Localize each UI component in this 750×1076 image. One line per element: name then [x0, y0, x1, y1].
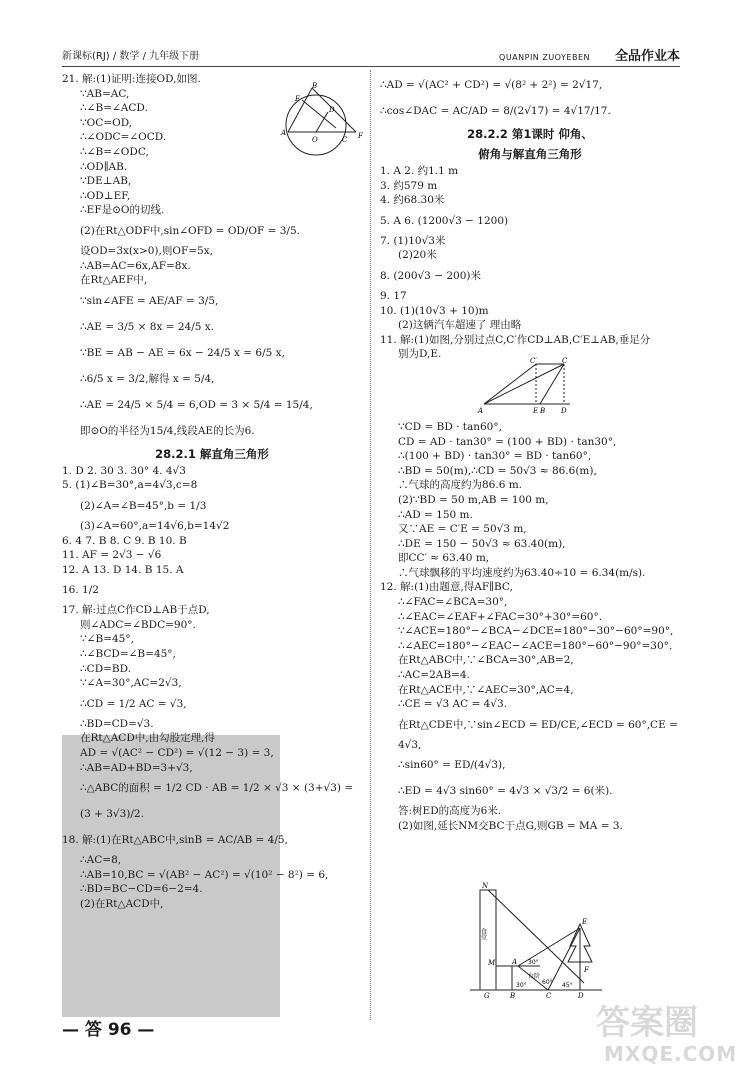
answer-line: 17. 解:过点C作CD⊥AB于点D,: [62, 604, 210, 617]
answer-line: ∴∠ODC=∠OCD.: [80, 131, 167, 144]
answer-line: ∴cos∠DAC = AC/AD = 8/(2√17) = 4√17/17.: [380, 105, 611, 117]
answer-line: 在Rt△AEF中,: [80, 274, 148, 287]
section-title: 俯角与解直角三角形: [478, 147, 582, 161]
balloon-figure: [478, 356, 588, 416]
answer-line: CD = AD · tan30° = (100 + BD) · tan30°,: [398, 435, 617, 448]
watermark-url: MXQE.COM: [604, 1042, 738, 1066]
fig-label: O: [312, 136, 318, 144]
answer-line: ∵OC=OD,: [80, 116, 133, 129]
fig-label: C: [546, 992, 552, 1000]
fig-label: B: [510, 992, 516, 1000]
answer-line: 11. 解:(1)如图,分别过点C,C′作CD⊥AB,C′E⊥AB,垂足分: [380, 333, 651, 346]
fig-label: A: [478, 407, 484, 415]
fig-label: E: [295, 95, 301, 103]
tree-figure: [470, 882, 605, 1000]
answer-line: ∴(100 + BD) · tan30° = BD · tan60°,: [398, 450, 592, 463]
brand-pinyin: QUANPIN ZUOYEBEN: [499, 53, 590, 62]
fig-label: E: [533, 407, 539, 415]
answer-line: 6. 4 7. B 8. C 9. B 10. B: [62, 534, 187, 547]
answer-line: 在Rt△CDE中,∵sin∠ECD = ED/CE,∠ECD = 60°,CE =: [398, 718, 678, 731]
fig-label: N: [482, 882, 489, 890]
fig-label: D: [329, 106, 335, 114]
fig-label: A: [512, 958, 518, 966]
segment: [484, 364, 536, 404]
answer-line: 设OD=3x(x>0),则OF=5x,: [80, 244, 213, 257]
answer-line: ∵sin∠AFE = AE/AF = 3/5,: [80, 294, 219, 307]
answer-line: ∴BD=CD=√3.: [80, 717, 154, 730]
right-column: [380, 72, 680, 834]
answer-line: 在Rt△ACD中,由勾股定理,得: [80, 732, 215, 745]
answer-line: ∴CD=BD.: [80, 662, 132, 675]
answer-line: AD = √(AC² − CD²) = √(12 − 3) = 3,: [80, 747, 274, 760]
answer-line: ∴AC=8,: [80, 854, 122, 867]
answer-line: ∴∠AEC=180°−∠EAC−∠ACE=180°−60°−90°=30°.: [398, 639, 673, 652]
book-info: 新课标(RJ) / 数学 / 九年级下册: [62, 51, 200, 62]
answer-line: ∴AE = 24/5 × 5/4 = 6,OD = 3 × 5/4 = 15/4,: [80, 398, 313, 411]
answer-line: ∴BD=BC−CD=6−2=4.: [80, 883, 203, 896]
answer-line: 4. 约68.30米: [380, 194, 445, 207]
answer-line: 3. 约579 m: [380, 179, 438, 192]
answer-line: 10. (1)(10√3 + 10)m: [380, 304, 489, 317]
answer-line: ∴BD = 50(m),∴CD = 50√3 ≈ 86.6(m),: [398, 464, 597, 477]
answer-line: ∵BE = AB − AE = 6x − 24/5 x = 6/5 x,: [80, 346, 285, 359]
answer-line: ∴AB=AC=6x,AF=8x.: [80, 259, 191, 272]
fig-label: 台阶: [528, 973, 541, 980]
answer-line: 1. A 2. 约1.1 m: [380, 165, 459, 177]
fig-label: 30°: [528, 959, 539, 966]
answer-line: 答:树ED的高度为6米.: [398, 805, 502, 818]
answer-line: (2)∵BD = 50 m,AB = 100 m,: [398, 493, 549, 506]
answer-line: (2)如图,延长NM交BC于点G,则GB = MA = 3.: [398, 820, 623, 832]
answer-line: ∴AC=2AB=4.: [398, 669, 470, 682]
fig-label: D: [578, 992, 584, 1000]
page-header: [62, 40, 680, 67]
answer-line: 在Rt△ACE中,∵∠AEC=30°,AC=4,: [398, 683, 574, 696]
answer-line: ∴气球飘移的平均速度约为63.40÷10 = 6.34(m/s).: [398, 566, 646, 579]
fig-label: M: [488, 959, 496, 967]
answer-line: ∴∠B=∠ACD.: [80, 102, 148, 115]
fig-label: G: [484, 992, 490, 1000]
section-title: 28.2.2 第1课时 仰角、: [467, 127, 593, 141]
answer-line: ∴∠FAC=∠BCA=30°,: [398, 596, 508, 609]
answer-line: ∴CD = 1/2 AC = √3,: [80, 697, 187, 710]
answer-line: 即CC′ ≈ 63.40 m,: [398, 552, 490, 565]
left-column: [62, 72, 362, 912]
answer-line: (2)20米: [398, 249, 437, 262]
answer-line: ∵DE⊥AB,: [80, 175, 132, 188]
page-number: — 答 96 —: [62, 1020, 155, 1040]
answer-line: 即⊙O的半径为15/4,线段AE的长为6.: [80, 424, 255, 437]
fig-label: E: [582, 918, 588, 926]
answer-line: (3)∠A=60°,a=14√6,b=14√2: [80, 519, 230, 532]
answer-line: (2)在Rt△ODF中,sin∠OFD = OD/OF = 3/5.: [80, 224, 300, 237]
answer-line: ∴AE = 3/5 × 8x = 24/5 x.: [80, 320, 215, 333]
fig-label: B: [540, 407, 546, 415]
answer-line: ∵CD = BD · tan60°,: [398, 420, 502, 433]
answer-line: ∴AD = √(AC² + CD²) = √(8² + 2²) = 2√17,: [380, 79, 603, 91]
answer-line: (2)在Rt△ACD中,: [80, 898, 164, 910]
answer-line: ∴ED = 4√3 sin60° = 4√3 × √3/2 = 6(米).: [398, 785, 613, 798]
answer-line: ∴∠B=∠ODC,: [80, 145, 149, 158]
answer-line: (3 + 3√3)/2.: [80, 808, 144, 821]
answer-line: 则∠ADC=∠BDC=90°.: [80, 618, 196, 631]
segment: [488, 890, 584, 983]
answer-line: 5. A 6. (1200√3 − 1200): [380, 214, 509, 227]
fig-label: 30°: [516, 982, 527, 989]
answer-line: 8. (200√3 − 200)米: [380, 269, 481, 282]
answer-line: 12. 解:(1)由题意,得AF∥BC,: [380, 581, 513, 594]
answer-line: ∴EF是⊙O的切线.: [80, 204, 165, 217]
section-title: 28.2.1 解直角三角形: [155, 446, 269, 461]
watermark-text: 答案圈: [596, 1003, 698, 1043]
fig-label: C: [342, 136, 348, 144]
fig-label: C: [562, 357, 568, 365]
answer-line: ∴OD⊥EF,: [80, 189, 131, 202]
answer-line: ∴∠EAC=∠EAF+∠FAC=30°+30°=60°.: [398, 610, 603, 623]
answer-line: ∵∠A=30°,AC=2√3,: [80, 677, 182, 690]
answer-line: ∴气球的高度约为86.6 m.: [398, 479, 523, 492]
answer-line: ∴OD∥AB.: [80, 160, 128, 173]
answer-line: 11. AF = 2√3 − √6: [62, 549, 162, 562]
answer-line: ∴DE = 150 − 50√3 ≈ 63.40(m),: [398, 537, 566, 550]
column-divider: [370, 70, 371, 1020]
fig-label: 60°: [542, 979, 553, 986]
fig-label: F: [584, 966, 589, 974]
answer-line: 在Rt△ABC中,∵∠BCA=30°,AB=2,: [398, 654, 574, 667]
fig-label: A: [281, 129, 287, 137]
answer-line: 12. A 13. D 14. B 15. A: [62, 563, 184, 576]
fig-label: D: [561, 407, 567, 415]
answer-line: ∴AD = 150 m.: [398, 508, 473, 521]
answer-line: 4√3,: [398, 738, 422, 751]
answer-line: ∵AB=AC,: [80, 87, 130, 100]
fig-label: F: [358, 132, 363, 140]
brand-title: 全品作业本: [614, 49, 680, 64]
answer-line: ∴sin60° = ED/(4√3),: [398, 759, 506, 772]
answer-line: ∴AB=10,BC = √(AB² − AC²) = √(10² − 8²) = 6,: [80, 868, 329, 881]
answer-line: ∵∠B=45°,: [80, 633, 134, 646]
fig-label: C′: [530, 357, 537, 365]
answer-line: ∴6/5 x = 3/2,解得 x = 5/4,: [80, 372, 215, 385]
answer-line: ∴AB=AD+BD=3+√3,: [80, 761, 193, 774]
answer-line: ∴CE = √3 AC = 4√3.: [398, 698, 508, 711]
canteen-building: [480, 890, 496, 990]
answer-line: 别为D,E.: [398, 348, 442, 361]
answer-line: ∵∠ACE=180°−∠BCA−∠DCE=180°−30°−60°=90°,: [398, 625, 674, 638]
fig-label: B: [312, 82, 318, 90]
fig-label: 45°: [562, 982, 573, 989]
answer-line: 7. (1)10√3米: [380, 234, 446, 247]
answer-line: 18. 解:(1)在Rt△ABC中,sinB = AC/AB = 4/5,: [62, 834, 288, 847]
answer-line: 1. D 2. 30 3. 30° 4. 4√3: [62, 464, 186, 477]
answer-line: ∴△ABC的面积 = 1/2 CD · AB = 1/2 × √3 × (3+√3) =: [80, 782, 354, 795]
answer-line: (2)这辆汽车超速了 理由略: [398, 319, 522, 332]
fig-label: 食堂: [479, 928, 487, 940]
watermark: [586, 1003, 738, 1068]
answer-line: 9. 17: [380, 289, 407, 302]
answer-line: ∴∠BCD=∠B=45°,: [80, 648, 176, 661]
answer-line: (2)∠A=∠B=45°,b = 1/3: [80, 499, 207, 512]
answer-line: 16. 1/2: [62, 584, 99, 597]
answer-line: 21. 解:(1)证明:连接OD,如图.: [62, 73, 201, 85]
answer-line: 又∵AE = C′E = 50√3 m,: [398, 523, 527, 536]
answer-line: 5. (1)∠B=30°,a=4√3,c=8: [62, 479, 198, 492]
